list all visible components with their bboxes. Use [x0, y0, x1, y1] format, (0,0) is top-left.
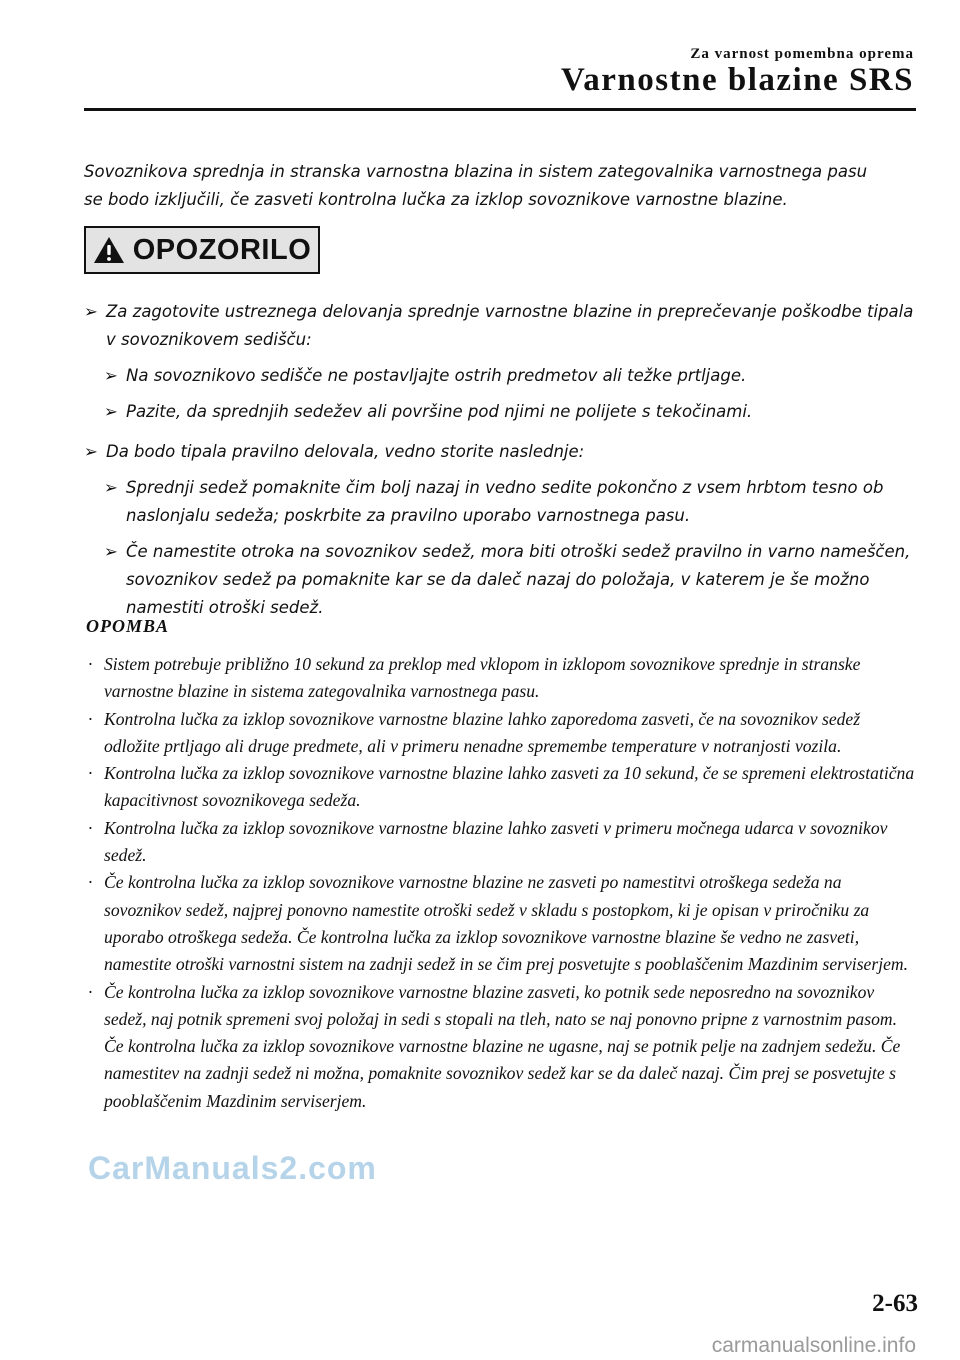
- warning-label: OPOZORILO: [132, 233, 312, 266]
- warning-list: [84, 298, 914, 622]
- warning-subitem: [104, 362, 914, 390]
- note-item-text: Če kontrolna lučka za izklop sovoznikove varnostne blazine ne zasveti po namestitvi otroškega sedeža na sovoznikov sedež, najprej ponovno namestite otroški sedež v skladu s postopkom, ki je opisan v priročniku za uporabo otroškega sedeža. Če kontrolna lučka za izklop sovoznikove varnostne blazine še vedno ne zasveti, namestite otroški varnostni sistem na zadnji sedež in se čim prej posvetujte s pooblaščenim Mazdinim serviserjem.: [104, 872, 909, 975]
- warning-item-text: Da bodo tipala pravilno delovala, vedno storite naslednje:: [106, 442, 585, 461]
- note-item: [86, 815, 916, 870]
- note-item: [86, 760, 916, 815]
- header-divider: [84, 108, 916, 111]
- arrow-bullet-icon: ➢: [104, 542, 118, 561]
- arrow-bullet-icon: ➢: [104, 478, 118, 497]
- warning-item: [84, 298, 914, 354]
- bullet-dot-icon: ·: [88, 817, 93, 838]
- note-item-text: Kontrolna lučka za izklop sovoznikove varnostne blazine lahko zasveti v primeru močnega udarca v sovoznikov sedež.: [104, 817, 888, 866]
- warning-item: [84, 438, 914, 466]
- warning-subitem: [104, 474, 914, 530]
- note-item-text: Če kontrolna lučka za izklop sovoznikove varnostne blazine zasveti, ko potnik sede neposredno na sovoznikov sedež, naj potnik spremeni svoj položaj in sedi s stopali na tleh, nato se naj ponovno pripne z varnostnim pasom. Če kontrolna lučka za izklop sovoznikove varnostne blazine ne ugasne, naj se potnik pelje na zadnjem sedežu. Če namestitev na zadnji sedež ni možna, pomaknite sovoznikov sedež kar se da daleč nazaj. Čim prej se posvetujte s pooblaščenim Mazdinim serviserjem.: [104, 981, 901, 1111]
- note-item: [86, 869, 916, 978]
- warning-subitem-text: Pazite, da sprednjih sedežev ali površine pod njimi ne polijete s tekočinami.: [126, 402, 753, 421]
- bullet-dot-icon: ·: [88, 981, 93, 1002]
- arrow-bullet-icon: ➢: [104, 366, 118, 385]
- warning-subitem: [104, 398, 914, 426]
- intro-paragraph: Sovoznikova sprednja in stranska varnostna blazina in sistem zategovalnika varnostnega pasu se bodo izključili, če zasveti kontrolna lučka za izklop sovoznikove varnostne blazine.: [84, 162, 868, 209]
- note-item: [86, 651, 916, 706]
- arrow-bullet-icon: ➢: [84, 302, 98, 321]
- arrow-bullet-icon: ➢: [104, 402, 118, 421]
- note-item-text: Kontrolna lučka za izklop sovoznikove varnostne blazine lahko zasveti za 10 sekund, če se spremeni elektrostatična kapacitivnost sovoznikovega sedeža.: [104, 763, 915, 811]
- arrow-bullet-icon: ➢: [84, 442, 98, 461]
- note-list: [86, 651, 916, 1115]
- bullet-dot-icon: ·: [88, 763, 93, 784]
- warning-subitem-text: Sprednji sedež pomaknite čim bolj nazaj in vedno sedite pokončno z vsem hrbtom tesno ob naslonjalu sedeža; poskrbite za pravilno uporabo varnostnega pasu.: [126, 478, 884, 525]
- bullet-dot-icon: ·: [88, 708, 93, 729]
- warning-item-text: Za zagotovite ustreznega delovanja sprednje varnostne blazine in preprečevanje poškodbe tipala v sovoznikovem sedišču:: [106, 302, 914, 349]
- warning-triangle-icon: [93, 236, 125, 264]
- page-number: 2-63: [872, 1290, 918, 1317]
- watermark-logo: CarManuals2.com: [88, 1150, 377, 1186]
- section-label: Za varnost pomembna oprema: [690, 46, 914, 62]
- bullet-dot-icon: ·: [88, 872, 93, 893]
- warning-subitem-text: Na sovoznikovo sedišče ne postavljajte ostrih predmetov ali težke prtljage.: [126, 366, 747, 385]
- warning-box: [84, 226, 320, 274]
- note-item-text: Sistem potrebuje približno 10 sekund za preklop med vklopom in izklopom sovoznikove sprednje in stranske varnostne blazine in sistema zategovalnika varnostnega pasu.: [104, 654, 861, 702]
- note-heading: OPOMBA: [86, 616, 170, 636]
- page-title: Varnostne blazine SRS: [560, 62, 914, 98]
- watermark-site: carmanualsonline.info: [711, 1334, 916, 1357]
- note-item: [86, 979, 916, 1115]
- note-item: [86, 706, 916, 761]
- note-item-text: Kontrolna lučka za izklop sovoznikove varnostne blazine lahko zaporedoma zasveti, če na sovoznikov sedež odložite prtljago ali druge predmete, ali v primeru nenadne spremembe temperature v notranjosti vozila.: [104, 708, 861, 756]
- warning-subitem-text: Če namestite otroka na sovoznikov sedež, mora biti otroški sedež pravilno in varno nameščen, sovoznikov sedež pa pomaknite kar se da daleč nazaj do položaja, v katerem je še možno namestiti otroški sedež.: [126, 542, 911, 617]
- bullet-dot-icon: ·: [88, 654, 93, 674]
- warning-subitem: [104, 538, 914, 622]
